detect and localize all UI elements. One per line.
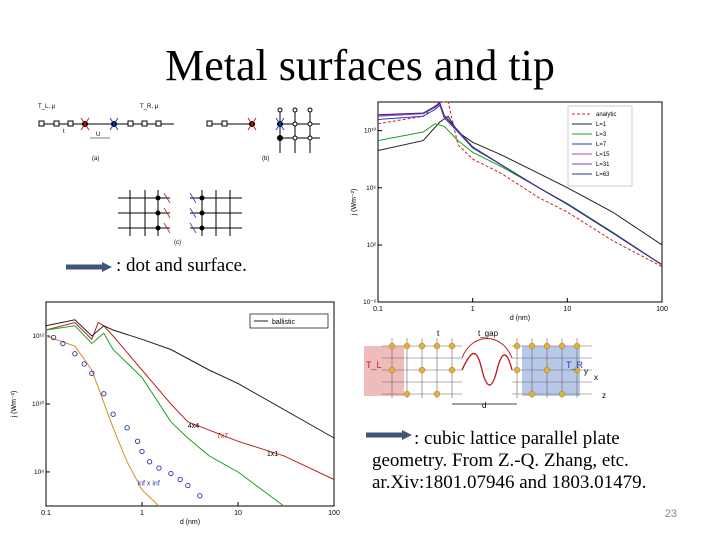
label-b: (b) <box>262 156 270 162</box>
x-axis-label: d (nm) <box>509 315 531 322</box>
annotation-label: 7x7 <box>216 433 228 440</box>
label-tr: T_R, μ <box>140 104 159 110</box>
tip-label-d: d <box>482 401 487 410</box>
legend-entry: L=1 <box>596 122 607 128</box>
lattice-figure <box>30 98 350 248</box>
legend-entry: L=3 <box>596 132 607 138</box>
lattice-panel-b <box>207 108 320 162</box>
legend-entry: L=7 <box>596 142 607 148</box>
annotation-label: inf x inf <box>137 480 160 488</box>
tip-label-tr: T_R <box>566 360 584 370</box>
arrow-dot-surface <box>64 260 114 274</box>
slide-title: Metal surfaces and tip <box>165 41 555 90</box>
x-tick-label: 100 <box>328 510 340 517</box>
lattice-panel-c <box>118 190 242 236</box>
y-tick-label: 10⁸ <box>34 468 44 476</box>
lattice-panel-a <box>38 104 174 162</box>
y-tick-label: 10¹⁰ <box>31 401 44 408</box>
annotation-label: 1x1 <box>266 450 279 458</box>
legend-entry: analytic <box>596 112 617 118</box>
tip-label-z: z <box>602 391 606 400</box>
legend-entry: ballistic <box>272 319 295 326</box>
legend-entry: L=15 <box>596 152 610 158</box>
tip-label-tl: T_L <box>366 360 382 370</box>
caption-cubic-lattice: : cubic lattice parallel plate geometry. From Z.-Q. Zhang, etc. ar.Xiv:1801.07946 and 1803.01479. <box>372 428 647 493</box>
legend-entry: L=63 <box>596 172 610 178</box>
y-axis-label: j (Wm⁻²) <box>351 188 358 216</box>
x-tick-label: 10 <box>234 510 242 517</box>
label-a: (a) <box>92 156 100 162</box>
y-tick-label: 10¹⁰ <box>363 127 376 135</box>
y-tick-label: 10⁻² <box>363 299 376 306</box>
x-tick-label: 0.1 <box>41 510 51 517</box>
tip-label-tgap: t_gap <box>478 329 499 338</box>
label-tl: T_L, μ <box>38 104 56 110</box>
label-u: U <box>96 132 101 138</box>
chart-tip-surface <box>6 298 340 524</box>
x-tick-label: 100 <box>656 306 668 313</box>
annotation-label: 4x4 <box>187 422 200 430</box>
tip-label-y: y <box>584 367 588 376</box>
y-axis-label: j (Wm⁻²) <box>11 390 18 418</box>
tip-schematic <box>362 328 622 410</box>
plot-frame <box>46 302 334 506</box>
x-tick-label: 1 <box>140 510 144 517</box>
y-tick-label: 10¹² <box>32 333 44 341</box>
y-tick-label: 10⁶ <box>366 184 376 192</box>
caption-dot-surface: : dot and surface. <box>116 255 247 276</box>
label-c: (c) <box>174 240 181 246</box>
x-tick-label: 0.1 <box>373 306 383 313</box>
slide-number: 23 <box>664 508 677 520</box>
label-t: t <box>63 129 65 135</box>
tip-label-t: t <box>437 329 440 338</box>
x-axis-label: d (nm) <box>179 519 201 526</box>
tip-label-x: x <box>594 373 598 382</box>
legend-entry: L=31 <box>596 162 610 168</box>
chart-dot-surface <box>348 98 668 322</box>
x-tick-label: 1 <box>470 306 475 313</box>
y-tick-label: 10² <box>366 242 376 249</box>
x-tick-label: 10 <box>563 306 572 313</box>
